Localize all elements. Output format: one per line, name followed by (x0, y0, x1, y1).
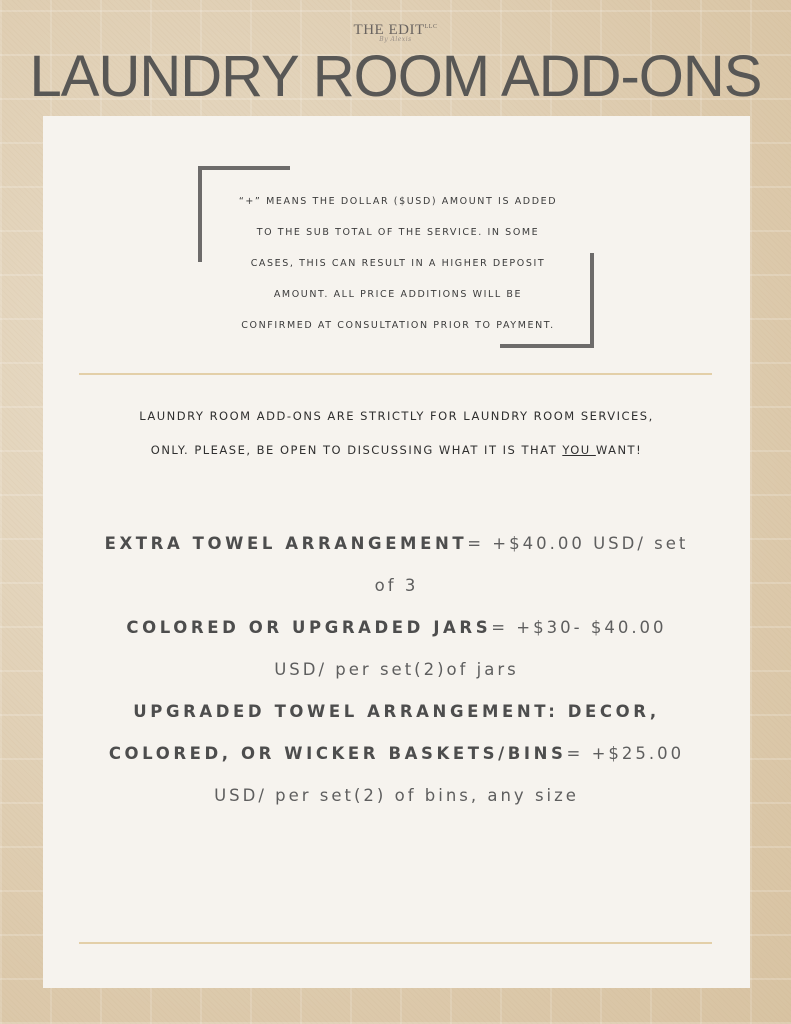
content-panel (43, 116, 750, 988)
pricing-note (203, 186, 593, 341)
page-title: LAUNDRY ROOM ADD-ONS (29, 44, 762, 109)
intro-line-2-end: WANT! (595, 443, 643, 457)
intro-text (43, 399, 750, 467)
addon-item-1-price: = +$40.00 USD/ set (467, 534, 689, 553)
intro-emphasis: YOU (562, 443, 596, 457)
note-line: CASES, THIS CAN RESULT IN A HIGHER DEPOSIT (250, 258, 546, 269)
divider-bottom (79, 942, 712, 944)
addon-item-1 (43, 523, 750, 565)
addon-item-3-price-cont: USD/ per set(2) of bins, any size (214, 786, 579, 805)
logo-text: THE EDIT (353, 22, 425, 38)
note-line: “+” MEANS THE DOLLAR ($USD) AMOUNT IS ADDED (238, 196, 558, 207)
addon-item-2 (43, 607, 750, 649)
logo-suffix: LLC (424, 24, 438, 30)
addon-item-2-price-cont: USD/ per set(2)of jars (274, 660, 519, 679)
divider-top (79, 373, 712, 375)
brand-logo (0, 22, 791, 43)
addon-item-1-name: EXTRA TOWEL ARRANGEMENT (104, 534, 468, 553)
addon-item-2-price: = +$30- $40.00 (491, 618, 667, 637)
addon-item-2-name: COLORED OR UPGRADED JARS (126, 618, 492, 637)
note-line: AMOUNT. ALL PRICE ADDITIONS WILL BE (273, 289, 523, 300)
intro-line-1: LAUNDRY ROOM ADD-ONS ARE STRICTLY FOR LAUNDRY ROOM SERVICES, (139, 409, 654, 423)
note-line: CONFIRMED AT CONSULTATION PRIOR TO PAYMENT. (241, 320, 555, 331)
addon-list (43, 523, 750, 817)
intro-line-2-start: ONLY. PLEASE, BE OPEN TO DISCUSSING WHAT IT IS THAT (150, 443, 563, 457)
addon-item-3 (43, 733, 750, 775)
intro-line-2 (43, 433, 750, 467)
logo-signature: By Alexis (379, 36, 412, 43)
addon-item-3-name: UPGRADED TOWEL ARRANGEMENT: DECOR, (133, 702, 660, 721)
note-line: TO THE SUB TOTAL OF THE SERVICE. IN SOME (256, 227, 540, 238)
addon-item-3-name-cont: COLORED, OR WICKER BASKETS/BINS (108, 744, 567, 763)
addon-item-3-price: = +$25.00 (566, 744, 685, 763)
addon-item-1-price-cont: of 3 (374, 576, 419, 595)
